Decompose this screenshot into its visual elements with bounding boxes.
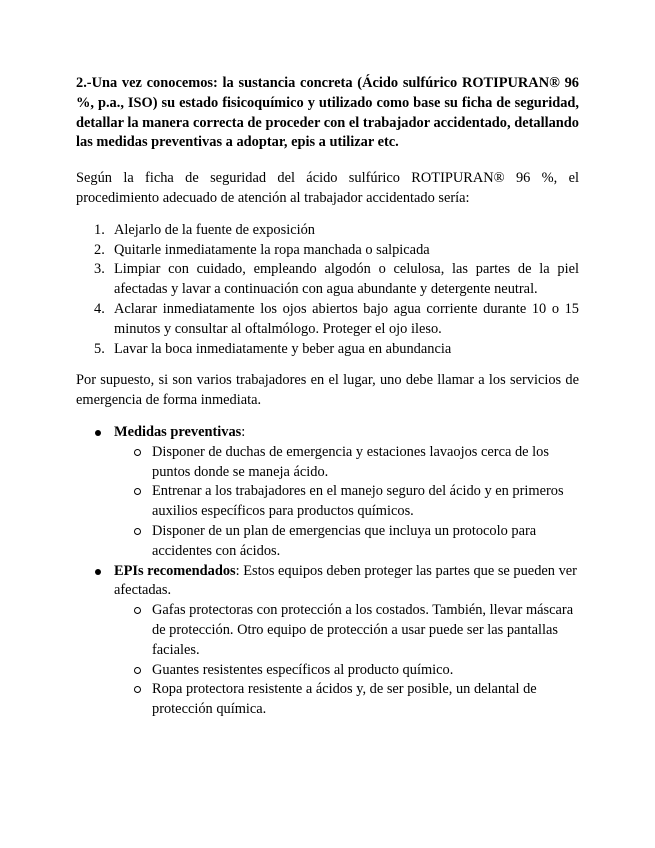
preventive-subitem	[152, 482, 579, 522]
procedure-list	[76, 221, 579, 360]
procedure-step	[94, 300, 579, 340]
preventive-sublist	[114, 443, 579, 562]
step-number: 1.	[94, 221, 105, 238]
epis-subitem	[152, 601, 579, 660]
hollow-bullet-icon	[134, 449, 141, 456]
hollow-bullet-icon	[134, 686, 141, 693]
procedure-step	[94, 221, 579, 241]
procedure-step	[94, 340, 579, 360]
step-number: 2.	[94, 241, 105, 258]
bullet-icon	[95, 569, 101, 575]
document-body	[76, 74, 579, 720]
step-number: 4.	[94, 300, 105, 317]
step-text: Quitarle inmediatamente la ropa manchada o salpicada	[114, 241, 430, 258]
preventive-subitem	[152, 443, 579, 483]
intro-paragraph: Según la ficha de seguridad del ácido sulfúrico ROTIPURAN® 96 %, el procedimiento adecuado de atención al trabajador accidentado sería:	[76, 170, 579, 206]
epis-item	[114, 562, 579, 720]
epis-subitem	[152, 680, 579, 720]
hollow-bullet-icon	[134, 667, 141, 674]
step-number: 5.	[94, 340, 105, 357]
step-text: Limpiar con cuidado, empleando algodón o celulosa, las partes de la piel afectadas y lavar a continuación con agua abundante y detergente neutral.	[114, 261, 579, 298]
preventive-suffix: :	[241, 423, 246, 440]
epis-sublist	[114, 601, 579, 720]
preventive-measures-item	[114, 423, 579, 562]
procedure-step	[94, 241, 579, 261]
step-number: 3.	[94, 261, 105, 278]
epis-subitem	[152, 661, 579, 681]
hollow-bullet-icon	[134, 528, 141, 535]
subitem-text: Gafas protectoras con protección a los costados. También, llevar máscara de protección. Otro equipo de protección a usar puede ser las pantallas faciales.	[152, 602, 574, 658]
measures-list	[76, 423, 579, 720]
preventive-title: Medidas preventivas	[114, 423, 242, 440]
step-text: Aclarar inmediatamente los ojos abiertos bajo agua corriente durante 10 o 15 minutos y consultar al oftalmólogo. Proteger el ojo ileso.	[114, 300, 579, 337]
epis-title: EPIs recomendados	[114, 562, 236, 579]
subitem-text: Ropa protectora resistente a ácidos y, de ser posible, un delantal de protección química.	[152, 681, 537, 718]
preventive-subitem	[152, 522, 579, 562]
step-text: Alejarlo de la fuente de exposición	[114, 221, 315, 238]
procedure-step	[94, 260, 579, 300]
hollow-bullet-icon	[134, 607, 141, 614]
emergency-note: Por supuesto, si son varios trabajadores en el lugar, uno debe llamar a los servicios de emergencia de forma inmediata.	[76, 372, 579, 409]
subitem-text: Entrenar a los trabajadores en el manejo seguro del ácido y en primeros auxilios específicos para productos químicos.	[152, 483, 564, 520]
question-heading: 2.-Una vez conocemos: la sustancia concreta (Ácido sulfúrico ROTIPURAN® 96 %, p.a., ISO) su estado fisicoquímico y utilizado como base su ficha de seguridad, detallar la manera correcta de proceder con el trabajador accidentado, detallando las medidas preventivas a adoptar, epis a utilizar etc.	[76, 75, 579, 151]
subitem-text: Guantes resistentes específicos al producto químico.	[152, 661, 454, 678]
subitem-text: Disponer de duchas de emergencia y estaciones lavaojos cerca de los puntos donde se maneja ácido.	[152, 443, 549, 480]
bullet-icon	[95, 430, 101, 436]
epis-suffix: : Estos equipos deben proteger las partes que se pueden ver afectadas.	[114, 562, 577, 599]
subitem-text: Disponer de un plan de emergencias que incluya un protocolo para accidentes con ácidos.	[152, 522, 537, 559]
hollow-bullet-icon	[134, 488, 141, 495]
step-text: Lavar la boca inmediatamente y beber agua en abundancia	[114, 340, 452, 357]
